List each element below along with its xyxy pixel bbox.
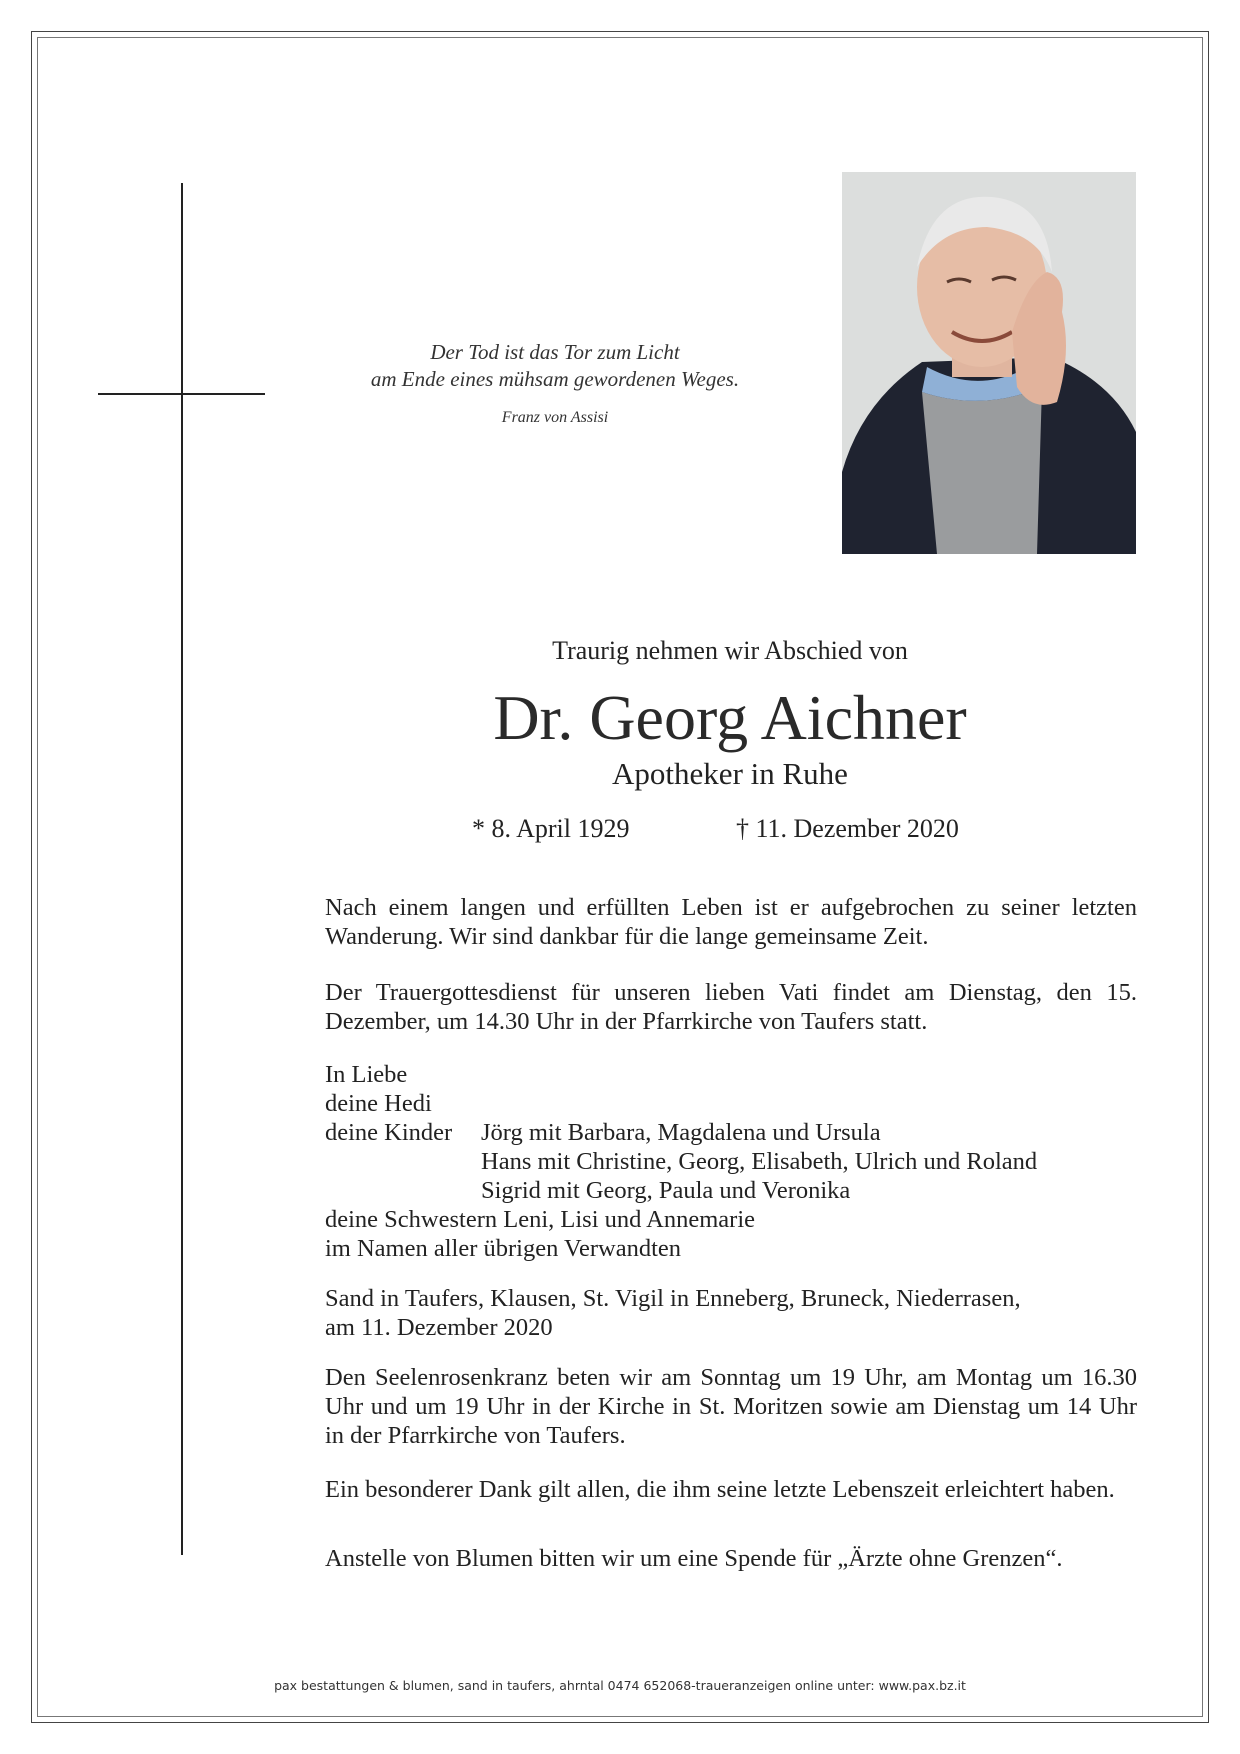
death-date: † 11. Dezember 2020 [736,814,959,843]
place-line-2: am 11. Dezember 2020 [325,1314,553,1341]
portrait-illustration [842,172,1136,554]
quote-author: Franz von Assisi [501,409,609,426]
birth-date: * 8. April 1929 [472,814,630,843]
quote-line-1: Der Tod ist das Tor zum Licht [430,340,680,364]
family-line-wife: deine Hedi [325,1090,432,1117]
paragraph-thanks: Ein besonderer Dank gilt allen, die ihm seine letzte Lebenszeit erleichtert haben. [325,1476,1115,1503]
family-child-2: Hans mit Christine, Georg, Elisabeth, Ulrich und Roland [481,1148,1038,1175]
family-line-relatives: im Namen aller übrigen Verwandten [325,1235,682,1262]
deceased-name: Dr. Georg Aichner [493,682,967,753]
intro-text: Traurig nehmen wir Abschied von [552,636,908,665]
family-child-3: Sigrid mit Georg, Paula und Veronika [481,1177,851,1204]
family-child-1: Jörg mit Barbara, Magdalena und Ursula [481,1119,881,1146]
place-line-1: Sand in Taufers, Klausen, St. Vigil in Enneberg, Bruneck, Niederrasen, [325,1285,1021,1312]
cross-horizontal-bar [98,393,265,395]
quote [320,339,790,393]
paragraph-farewell: Nach einem langen und erfüllten Leben ist er aufgebrochen zu seiner letzten Wanderung. Wir sind dankbar für die lange gemeinsame Zeit. [325,894,1137,950]
paragraph-rosary: Den Seelenrosenkranz beten wir am Sonntag um 19 Uhr, am Montag um 16.30 Uhr und um 19 Uhr in der Kirche in St. Moritzen sowie am Dienstag um 14 Uhr in der Pfarrkirche von Taufers. [325,1364,1137,1449]
family-line-love: In Liebe [325,1061,408,1088]
paragraph-flowers: Anstelle von Blumen bitten wir um eine Spende für „Ärzte ohne Grenzen“. [325,1545,1063,1572]
cross-vertical-bar [181,183,183,1555]
paragraph-funeral-service: Der Trauergottesdienst für unseren lieben Vati findet am Dienstag, den 15. Dezember, um 14.30 Uhr in der Pfarrkirche von Taufers statt. [325,979,1137,1035]
footer-imprint: pax bestattungen & blumen, sand in taufers, ahrntal 0474 652068-traueranzeigen online unter: www.pax.bz.it [274,1678,966,1693]
portrait-photo [842,172,1136,554]
family-children-label: deine Kinder [325,1119,453,1146]
family-line-sisters: deine Schwestern Leni, Lisi und Annemarie [325,1206,755,1233]
quote-line-2: am Ende eines mühsam gewordenen Weges. [370,367,740,391]
profession: Apotheker in Ruhe [612,756,848,791]
